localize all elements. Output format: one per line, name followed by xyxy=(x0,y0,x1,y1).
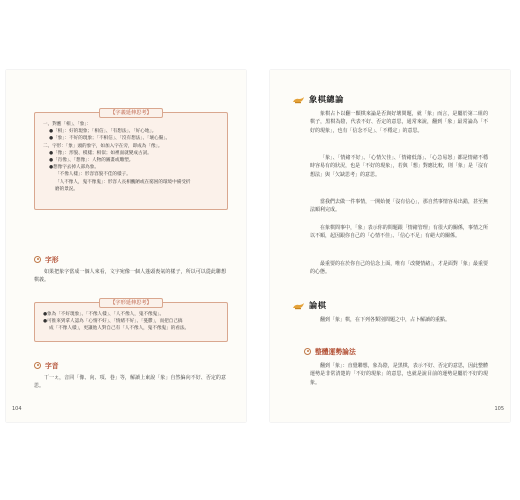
box-line: ●「象」：不好的現象；「不相信」、「沒有想法」、「壞心腸」。 xyxy=(49,136,171,142)
magic-lamp-icon xyxy=(292,96,305,104)
box-line: 成「不像人樣」，更讓他人對自己有「人不像人，鬼不像鬼」的看法。 xyxy=(49,326,190,332)
section-heading-overview xyxy=(292,94,344,105)
shape-paragraph: 如果把象字當成一個人來看，文字宛像一個人蓬頭喪氣的樣子，所以可以從此聯想棋義。 xyxy=(34,269,226,284)
right-page xyxy=(270,70,510,422)
overview-paragraph-2: 「象」、「情緒不好」、「心情欠佳」、「情緒低落」、「心急易怒」都是情緒不穩時容易有的狀況，也是「不好的現象」，若與「想」對應比較，則「象」是「沒有想法」與「欠缺思考」的意思。 xyxy=(310,155,488,178)
overview-paragraph-5: 最重要的在於你自己的信念上面，唯有「改變情緒」，才是面對「象」最重要的心態。 xyxy=(310,261,488,276)
magic-lamp-icon xyxy=(292,302,305,310)
section-heading-shape xyxy=(34,254,59,264)
shape-extension-box xyxy=(34,302,228,342)
box-line: 二、字形：「象」頭的象字，如加入字在旁，即成為「像」。 xyxy=(43,143,163,149)
left-page xyxy=(6,70,246,422)
section-title: 整體運勢論法 xyxy=(315,348,356,356)
box-line: 「人不像人，鬼不像鬼」：形容人長相醜陋或在窮困的環境中備受折 xyxy=(55,179,191,185)
overview-paragraph-1: 象棋占卜以翻一顆棋來論是否與好壞問題，就「象」而言，是屬於第二組的棋子，黑棋為陰，代表不好、否定的意思，通常來說，翻到「象」最常論為「不好的現象」，也有「信念不足」、「不穩定」的意思。 xyxy=(310,111,488,134)
chess-paragraph: 翻到「象」棋，在下列各類別問題之中，占卜解讀的重點。 xyxy=(320,317,451,323)
section-title: 字音 xyxy=(45,362,59,370)
circle-bullet-icon xyxy=(34,256,41,263)
page-number: 105 xyxy=(494,406,504,412)
box-line: ●可推來到拿人認為「心情不好」、「情緒不好」、「憂鬱」，而把自己搞 xyxy=(43,319,183,325)
box-title: 【字形延伸思考】 xyxy=(99,298,163,308)
box-title: 【字義延伸思考】 xyxy=(99,108,163,118)
box-line: 磨的景況。 xyxy=(55,186,78,192)
box-line: ●「像」：形貌、模樣；相似；如裡面就變成古詞。 xyxy=(49,150,152,156)
overview-paragraph-3: 當我們去做一件事情，一開始便「沒有信心」，那自然事情容易出錯，甚至無法順利完成。 xyxy=(310,199,488,214)
word-meaning-box xyxy=(34,112,228,210)
box-line: ●想像字去掉人部為象。 xyxy=(49,165,99,171)
circle-bullet-icon xyxy=(304,348,311,355)
sound-paragraph: 丅一ㄤ，音同「像、向、項、巷」等，解讀上東說「象」自然偏向不好、否定的意思。 xyxy=(34,375,226,390)
box-line: 「不像人樣」：形容容貌不佳的樣子。 xyxy=(55,172,131,178)
overview-paragraph-4: 在象棋問事中，「象」表示你的問題跟「情緒管理」有很大的關係，事情之所以不順，起因跟你自己的「心情不佳」、「信心不足」有絕大的關係。 xyxy=(310,225,488,240)
section-title: 字形 xyxy=(45,256,59,264)
page-number: 104 xyxy=(12,406,22,412)
box-line: 一、對應「相」、「象」： xyxy=(43,122,92,127)
circle-bullet-icon xyxy=(34,362,41,369)
box-line: ●「相」：好的現象；「相信」、「有想法」、「好心地」。 xyxy=(49,129,157,135)
section-title: 象棋總論 xyxy=(309,94,344,104)
section-title: 論棋 xyxy=(309,300,327,310)
box-line: ●「肖像」、「想像」：人物的圖畫或雕塑。 xyxy=(49,158,134,164)
section-heading-sound xyxy=(34,360,59,370)
box-line: ●象為「不好現象」、「不像人樣」、「人不像人，鬼不像鬼」。 xyxy=(43,312,165,317)
trend-paragraph: 翻到「象」：直覺聯想，象為陰，是黑棋，表示不好、否定的意思，因此整體運勢是非常清楚的「不好的現象」的意思，也就是說目前的運勢是屬於不好的現象。 xyxy=(310,363,488,386)
section-heading-chess xyxy=(292,300,326,311)
section-heading-trend xyxy=(304,346,356,356)
